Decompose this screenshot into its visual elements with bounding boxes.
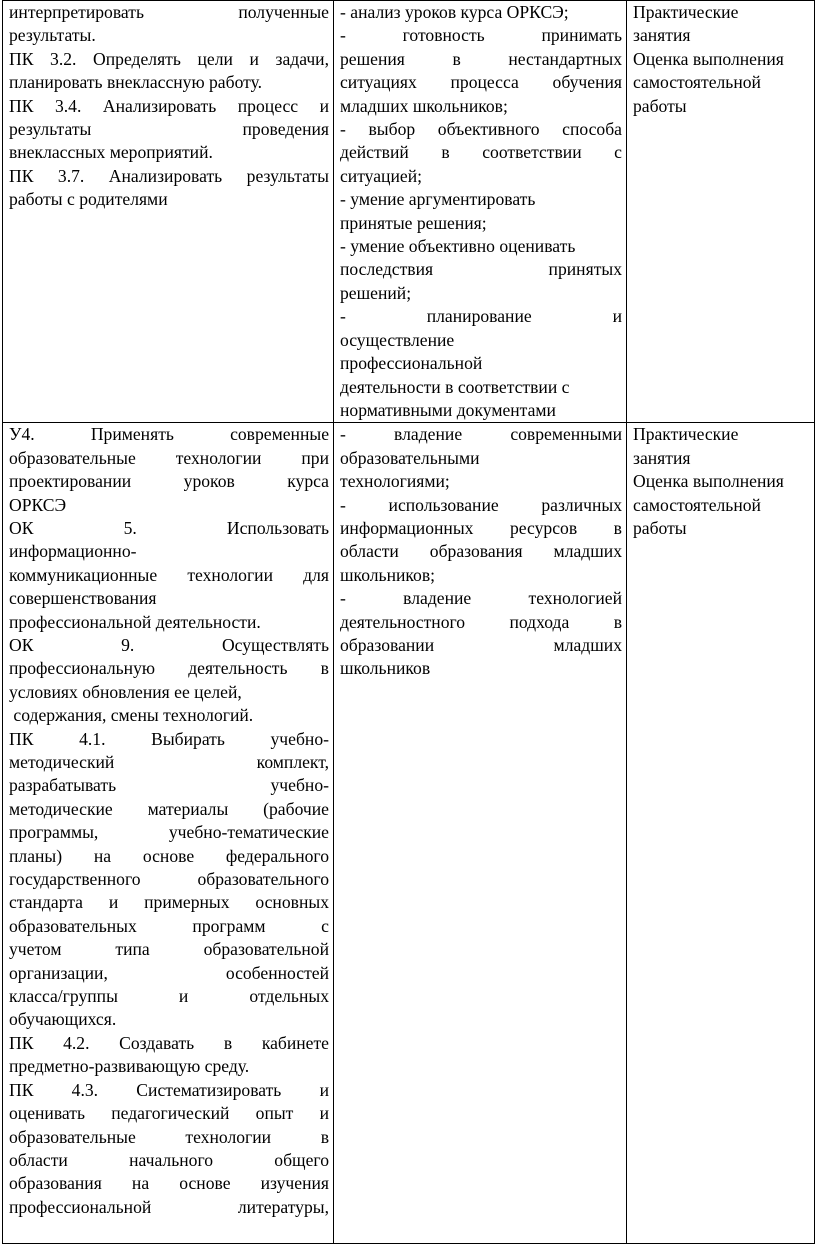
text-line: учетом типа образовательной	[9, 939, 329, 960]
text-line: информационных ресурсов в	[340, 517, 622, 538]
assessment-cell	[627, 1, 815, 423]
text-line: методический комплект,	[9, 752, 329, 772]
text-line: самостоятельной	[633, 494, 761, 515]
text-line: школьников;	[340, 564, 436, 585]
text-line: - использование различных	[340, 494, 622, 515]
text-line: школьников	[340, 658, 431, 679]
table-row	[3, 1, 815, 423]
text-line: государственного образовательного	[9, 869, 329, 890]
text-line: совершенствования	[9, 588, 157, 609]
text-line: - умение аргументировать	[340, 189, 536, 210]
text-line: самостоятельной	[633, 72, 761, 93]
text-line: осуществление	[340, 329, 455, 350]
competency-table	[2, 0, 815, 1244]
text-line: - планирование и	[340, 306, 622, 327]
text-line: - владение технологией	[340, 588, 622, 609]
text-line: нормативными документами	[340, 399, 556, 420]
text-line: ПК 3.7. Анализировать результаты	[9, 165, 329, 186]
text-line: действий в соответствии с	[340, 142, 622, 163]
text-line: решений;	[340, 282, 412, 303]
text-line: планы) на основе федерального	[9, 845, 329, 866]
text-line: стандарта и примерных основных	[9, 892, 329, 913]
text-line: профессиональной	[340, 353, 483, 374]
text-line: класса/группы и отдельных	[9, 986, 329, 1007]
text-line: коммуникационные технологии для	[9, 564, 329, 585]
text-line: ОК 9. Осуществлять	[9, 634, 329, 655]
text-line: Практические	[633, 2, 739, 22]
text-line: занятия	[633, 25, 691, 46]
text-line: технологиями;	[340, 471, 450, 492]
text-line: области образования младших	[340, 541, 622, 562]
text-line: содержания, смены технологий.	[9, 705, 254, 726]
text-line: методические материалы (рабочие	[9, 798, 329, 819]
text-line: профессиональной деятельности.	[9, 611, 261, 632]
text-line: программы, учебно-тематические	[9, 822, 329, 843]
text-line: ситуациях процесса обучения	[340, 72, 622, 93]
text-line: деятельностного подхода в	[340, 611, 622, 632]
text-line: результаты проведения	[9, 119, 329, 140]
text-line: образовательные технологии при	[9, 447, 329, 468]
text-line: Оценка выполнения	[633, 471, 784, 492]
text-line: работы	[633, 95, 687, 116]
text-line: принятые решения;	[340, 212, 487, 233]
text-line: интерпретировать полученные	[9, 2, 329, 22]
text-line: образовательные технологии в	[9, 1126, 329, 1147]
text-line: образования на основе изучения	[9, 1173, 329, 1194]
assessment-cell	[627, 423, 815, 1244]
text-line: внеклассных мероприятий.	[9, 142, 213, 163]
competency-cell	[3, 1, 334, 423]
text-line: последствия принятых	[340, 259, 622, 280]
text-line: планировать внеклассную работу.	[9, 72, 263, 93]
text-line: организации, особенностей	[9, 962, 329, 983]
text-line: Практические	[633, 424, 739, 445]
text-line: - владение современными	[340, 424, 622, 445]
table-row	[3, 423, 815, 1244]
text-line: У4. Применять современные	[9, 424, 329, 445]
text-line: разрабатывать учебно-	[9, 775, 329, 796]
text-line: младших школьников;	[340, 95, 508, 116]
text-line: ПК 4.2. Создавать в кабинете	[9, 1032, 329, 1053]
text-line: деятельности в соответствии с	[340, 376, 570, 397]
text-line: области начального общего	[9, 1149, 329, 1170]
text-line: ОРКСЭ	[9, 494, 67, 515]
text-line: - умение объективно оценивать	[340, 236, 576, 257]
text-line: условиях обновления ее целей,	[9, 681, 242, 702]
text-line: работы	[633, 517, 687, 538]
text-line: информационно-	[9, 541, 137, 562]
indicators-cell	[334, 423, 627, 1244]
text-line: ОК 5. Использовать	[9, 517, 329, 538]
competency-cell	[3, 423, 334, 1244]
indicators-cell	[334, 1, 627, 423]
text-line: результаты.	[9, 25, 96, 46]
text-line: ПК 3.2. Определять цели и задачи,	[9, 48, 329, 69]
text-line: образовательных программ с	[9, 915, 329, 936]
text-line: предметно-развивающую среду.	[9, 1056, 250, 1077]
text-line: образовательными	[340, 447, 480, 468]
text-line: работы с родителями	[9, 189, 168, 210]
text-line: - анализ уроков курса ОРКСЭ;	[340, 2, 569, 22]
text-line: ПК 3.4. Анализировать процесс и	[9, 95, 329, 116]
text-line: профессиональной литературы,	[9, 1196, 329, 1217]
text-line: ПК 4.1. Выбирать учебно-	[9, 728, 329, 749]
text-line: проектировании уроков курса	[9, 471, 329, 492]
text-line: - выбор объективного способа	[340, 119, 622, 140]
text-line: ПК 4.3. Систематизировать и	[9, 1079, 329, 1100]
text-line: - готовность принимать	[340, 25, 622, 46]
text-line: решения в нестандартных	[340, 48, 622, 69]
text-line: занятия	[633, 447, 691, 468]
text-line: обучающихся.	[9, 1009, 117, 1030]
text-line: Оценка выполнения	[633, 48, 784, 69]
text-line: профессиональную деятельность в	[9, 658, 329, 679]
text-line: ситуацией;	[340, 165, 422, 186]
text-line: оценивать педагогический опыт и	[9, 1103, 329, 1124]
text-line: образовании младших	[340, 634, 622, 655]
